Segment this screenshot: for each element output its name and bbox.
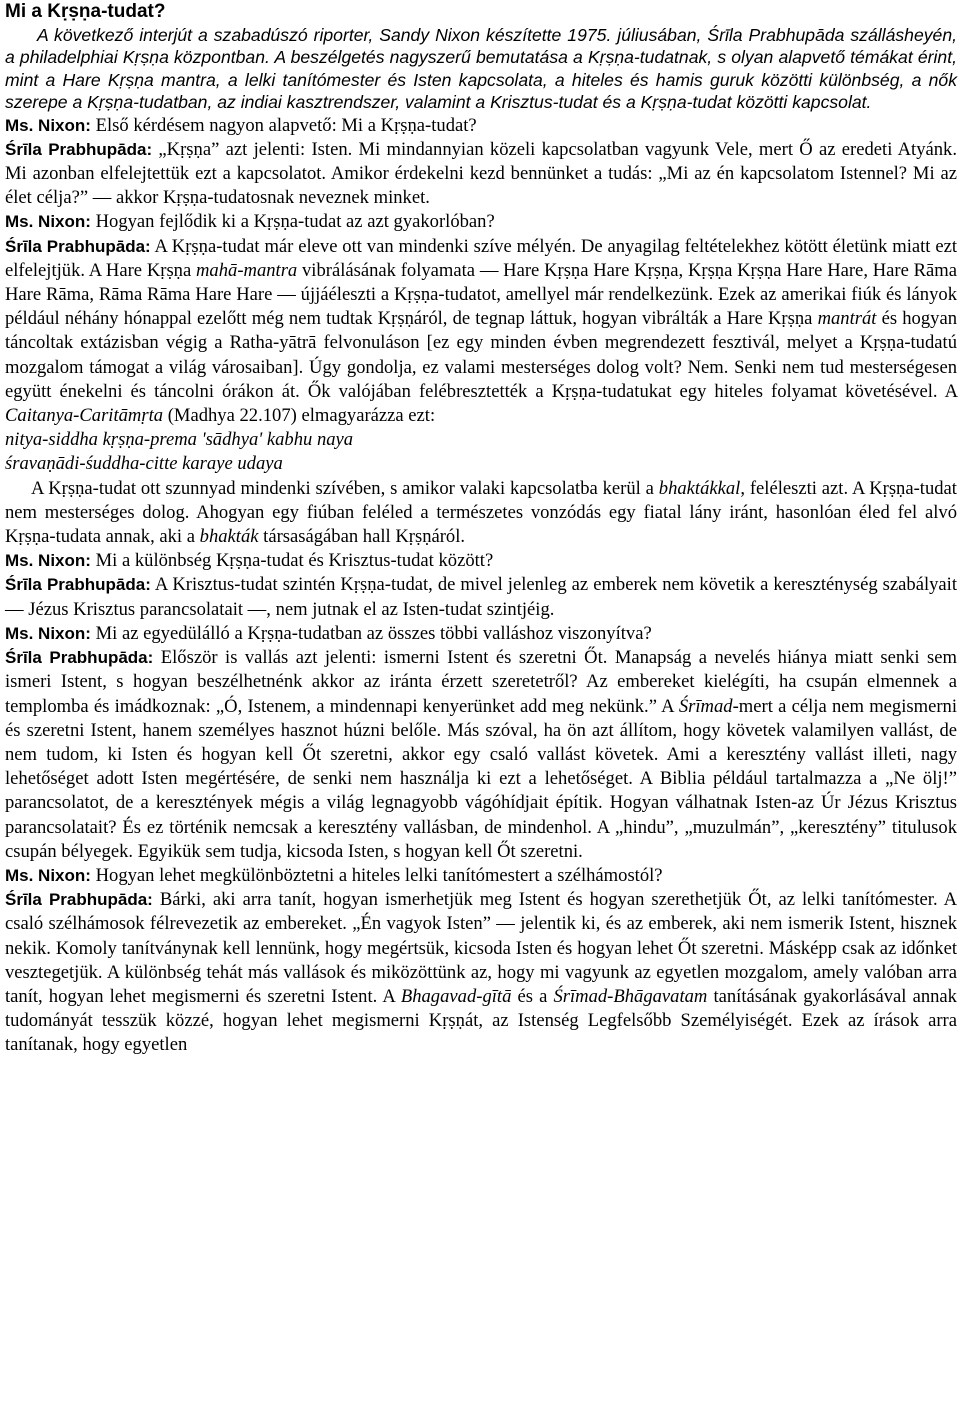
verse-line-1: nitya-siddha kṛṣṇa-prema 'sādhya' kabhu naya	[5, 429, 354, 451]
speaker-prabhupada: Śrīla Prabhupāda:	[5, 139, 153, 159]
term-srimad: Śrīmad	[678, 695, 733, 717]
answer-text: , feléleszti azt. A Kṛṣṇa-tudat nem mesterséges dolog. Ahogyan egy fiúban feléled a természetes vonzódás egy fiatal lány iránt, hasonlóan éled fel alvó Kṛṣṇa-tudata annak, aki a	[5, 477, 957, 548]
answer-4	[5, 646, 957, 864]
question-4	[5, 622, 957, 646]
verse-line-2: śravaṇādi-śuddha-citte karaye udaya	[5, 453, 283, 475]
intro-paragraph: A következő interjút a szabadúszó riporter, Sandy Nixon készítette 1975. júliusában, Śrīla Prabhupāda szállásheyén, a philadelphiai Kṛṣṇa központban. A beszélgetés nagyszerű bemutatása a Kṛṣṇa-tudatnak, s olyan alapvető témákat érint, mint a Hare Kṛṣṇa mantra, a lelki tanítómester és Isten kapcsolata, a hiteles és hamis guruk közötti különbség, a nők szerepe a Kṛṣṇa-tudatban, az indiai kasztrendszer, valamint a Krisztus-tudat és a Kṛṣṇa-tudat közötti kapcsolat.	[5, 25, 957, 113]
term-srimad-bhagavatam: Śrīmad-Bhāgavatam	[553, 985, 708, 1007]
term-bhaktakkal: bhaktákkal	[658, 477, 741, 499]
speaker-nixon: Ms. Nixon:	[5, 115, 91, 135]
speaker-prabhupada: Śrīla Prabhupāda:	[5, 236, 151, 256]
speaker-prabhupada: Śrīla Prabhupāda:	[5, 575, 151, 595]
speaker-nixon: Ms. Nixon:	[5, 623, 91, 643]
answer-text: A Kṛṣṇa-tudat már eleve ott van mindenki szíve mélyén. De anyagilag feltételekhez kötött életünk miatt ezt elfelejtjük. A Hare Kṛṣṇa	[5, 235, 958, 281]
answer-text: és a	[517, 985, 548, 1007]
answer-text: Először is vallás azt jelenti: ismerni Istent és szeretni Őt. Manapság a nevelés hiánya miatt senki sem ismeri Istent, s hogyan beszélhetnénk akkor az iránta érzett szeretetről? Az embereket kielégíti, ha csupán elmennek a templomba és imádkoznak: „Ó, Istenem, a mindennapi kenyerünket add meg nekünk.” A	[5, 647, 958, 717]
question-2	[5, 210, 957, 234]
speaker-nixon: Ms. Nixon:	[5, 551, 91, 571]
term-maha-mantra: mahā-mantra	[196, 259, 298, 281]
term-caitanya-caritamrta: Caitanya-Caritāmṛta	[5, 405, 164, 427]
question-text: Hogyan fejlődik ki a Kṛṣṇa-tudat az azt gyakorlóban?	[95, 211, 495, 233]
answer-2-continued	[5, 477, 957, 550]
question-1	[5, 114, 957, 138]
term-bhaktak: bhakták	[199, 526, 259, 548]
speaker-prabhupada: Śrīla Prabhupāda:	[5, 890, 153, 910]
question-text: Első kérdésem nagyon alapvető: Mi a Kṛṣṇa-tudat?	[95, 114, 477, 136]
speaker-nixon: Ms. Nixon:	[5, 865, 91, 885]
answer-text: társaságában hall Kṛṣṇáról.	[263, 526, 466, 548]
speaker-prabhupada: Śrīla Prabhupāda:	[5, 648, 154, 668]
answer-text: -mert a célja nem megismerni és szeretni Istent, hanem személyes hasznot húzni belőle. Más szóval, ha ön azt állítom, hogy követek valamilyen vallást, de nem tudom, ki Isten és hogyan kell Őt szeretni, akkor egy csaló vallást követek. Ami a keresztény vallást illeti, nagy lehetőséget adott Isten megértésére, de senki nem használja ki ezt a lehetőséget. A Biblia például tartalmazza a „Ne ölj!” parancsolatot, de a keresztények mégis a világ legnagyobb vágóhídjait építik. Hogyan válhatnak Isten-az Úr Jézus Krisztus parancsolatait? És ez történik nemcsak a keresztény vallásban, de mindenhol. A „hindu”, „muzulmán”, „keresztény” titulusok csupán bélyegek. Egyikük sem tudja, kicsoda Isten, s hogyan kell Őt szeretni.	[5, 695, 958, 862]
question-5	[5, 864, 957, 888]
question-text: Mi az egyedülálló a Kṛṣṇa-tudatban az összes többi valláshoz viszonyítva?	[95, 622, 652, 644]
term-bhagavad-gita: Bhagavad-gītā	[400, 985, 512, 1007]
answer-text: tanításának gyakorlásával annak tudományát tesszük közzé, hogyan lehet megismerni Kṛṣṇát, az Istenség Legfelsőbb Személyiségét. Ezek az írások arra tanítanak, hogy egyetlen	[5, 985, 957, 1056]
answer-text: vibrálásának folyamata — Hare Kṛṣṇa Hare Kṛṣṇa, Kṛṣṇa Kṛṣṇa Hare Hare, Hare Rāma Hare Rāma, Rāma Rāma Hare Hare — újjáéleszti a Kṛṣṇa-tudatot, amellyel már rendelkezünk. Ezek az amerikai fiúk és lányok például néhány hónappal ezelőtt még nem tudtak Kṛṣṇáról, de tegnap láttuk, hogyan vibrálták a Hare Kṛṣṇa	[5, 259, 957, 330]
answer-text: A Kṛṣṇa-tudat ott szunnyad mindenki szívében, s amikor valaki kapcsolatba kerül a	[31, 477, 654, 499]
answer-1	[5, 138, 957, 211]
question-text: Mi a különbség Kṛṣṇa-tudat és Krisztus-tudat között?	[95, 550, 494, 572]
answer-text: (Madhya 22.107) elmagyarázza ezt:	[167, 405, 436, 427]
question-text: Hogyan lehet megkülönböztetni a hiteles lelki tanítómestert a szélhámostól?	[95, 864, 663, 886]
question-3	[5, 549, 957, 573]
answer-3	[5, 573, 957, 621]
answer-text: Bárki, aki arra tanít, hogyan ismerhetjük meg Istent és hogyan szerethetjük Őt, az lelki tanítómester. A csaló szélhámosok félrevezetik az embereket. „Én vagyok Isten” — jelentik ki, és az emberek, aki nem ismerik Istent, hisznek nekik. Komoly tanítványnak kell lennünk, hogy megértsük, kicsoda Isten és hogyan lehet Őt szeretni. Másképp csak az időnket vesztegetjük. A különbség tehát más vallások és miközöttünk az, hogy mi vagyunk az egyetlen mozgalom, amely valóban arra tanít, hogyan lehet megismerni és szeretni Istent. A	[5, 889, 958, 1007]
answer-5	[5, 888, 957, 1057]
answer-text: „Kṛṣṇa” azt jelenti: Isten. Mi mindannyian közeli kapcsolatban vagyunk Vele, mert Ő az eredeti Atyánk. Mi azonban elfelejtettük ezt a kapcsolatot. Amikor érdekelni kezd bennünket a tudás: „Mi az én kapcsolatom Istennel? Mi az élet célja?” — akkor Kṛṣṇa-tudatosnak neveznek minket.	[5, 138, 957, 209]
answer-2	[5, 235, 957, 429]
document-title: Mi a Kṛṣṇa-tudat?	[5, 1, 166, 22]
term-mantrat: mantrát	[817, 308, 877, 330]
speaker-nixon: Ms. Nixon:	[5, 212, 91, 232]
answer-text: A Krisztus-tudat szintén Kṛṣṇa-tudat, de mivel jelenleg az emberek nem követik a kereszténység szabályait — Jézus Krisztus parancsolatait —, nem jutnak el az Isten-tudat szintjéig.	[5, 574, 958, 620]
answer-text: és hogyan táncoltak extázisban végig a Ratha-yātrā felvonuláson [ez egy minden évben megrendezett fesztivál, melyet a Kṛṣṇa-tudatú mozgalom támogat a világ városaiban]. Úgy gondolja, ez valami mesterséges dolog volt? Nem. Senki nem tud mesterségesen együtt énekelni és táncolni órákon át. Ők valójában felébresztették a Kṛṣṇa-tudatukat egy hiteles folyamat követésével. A	[5, 308, 957, 402]
